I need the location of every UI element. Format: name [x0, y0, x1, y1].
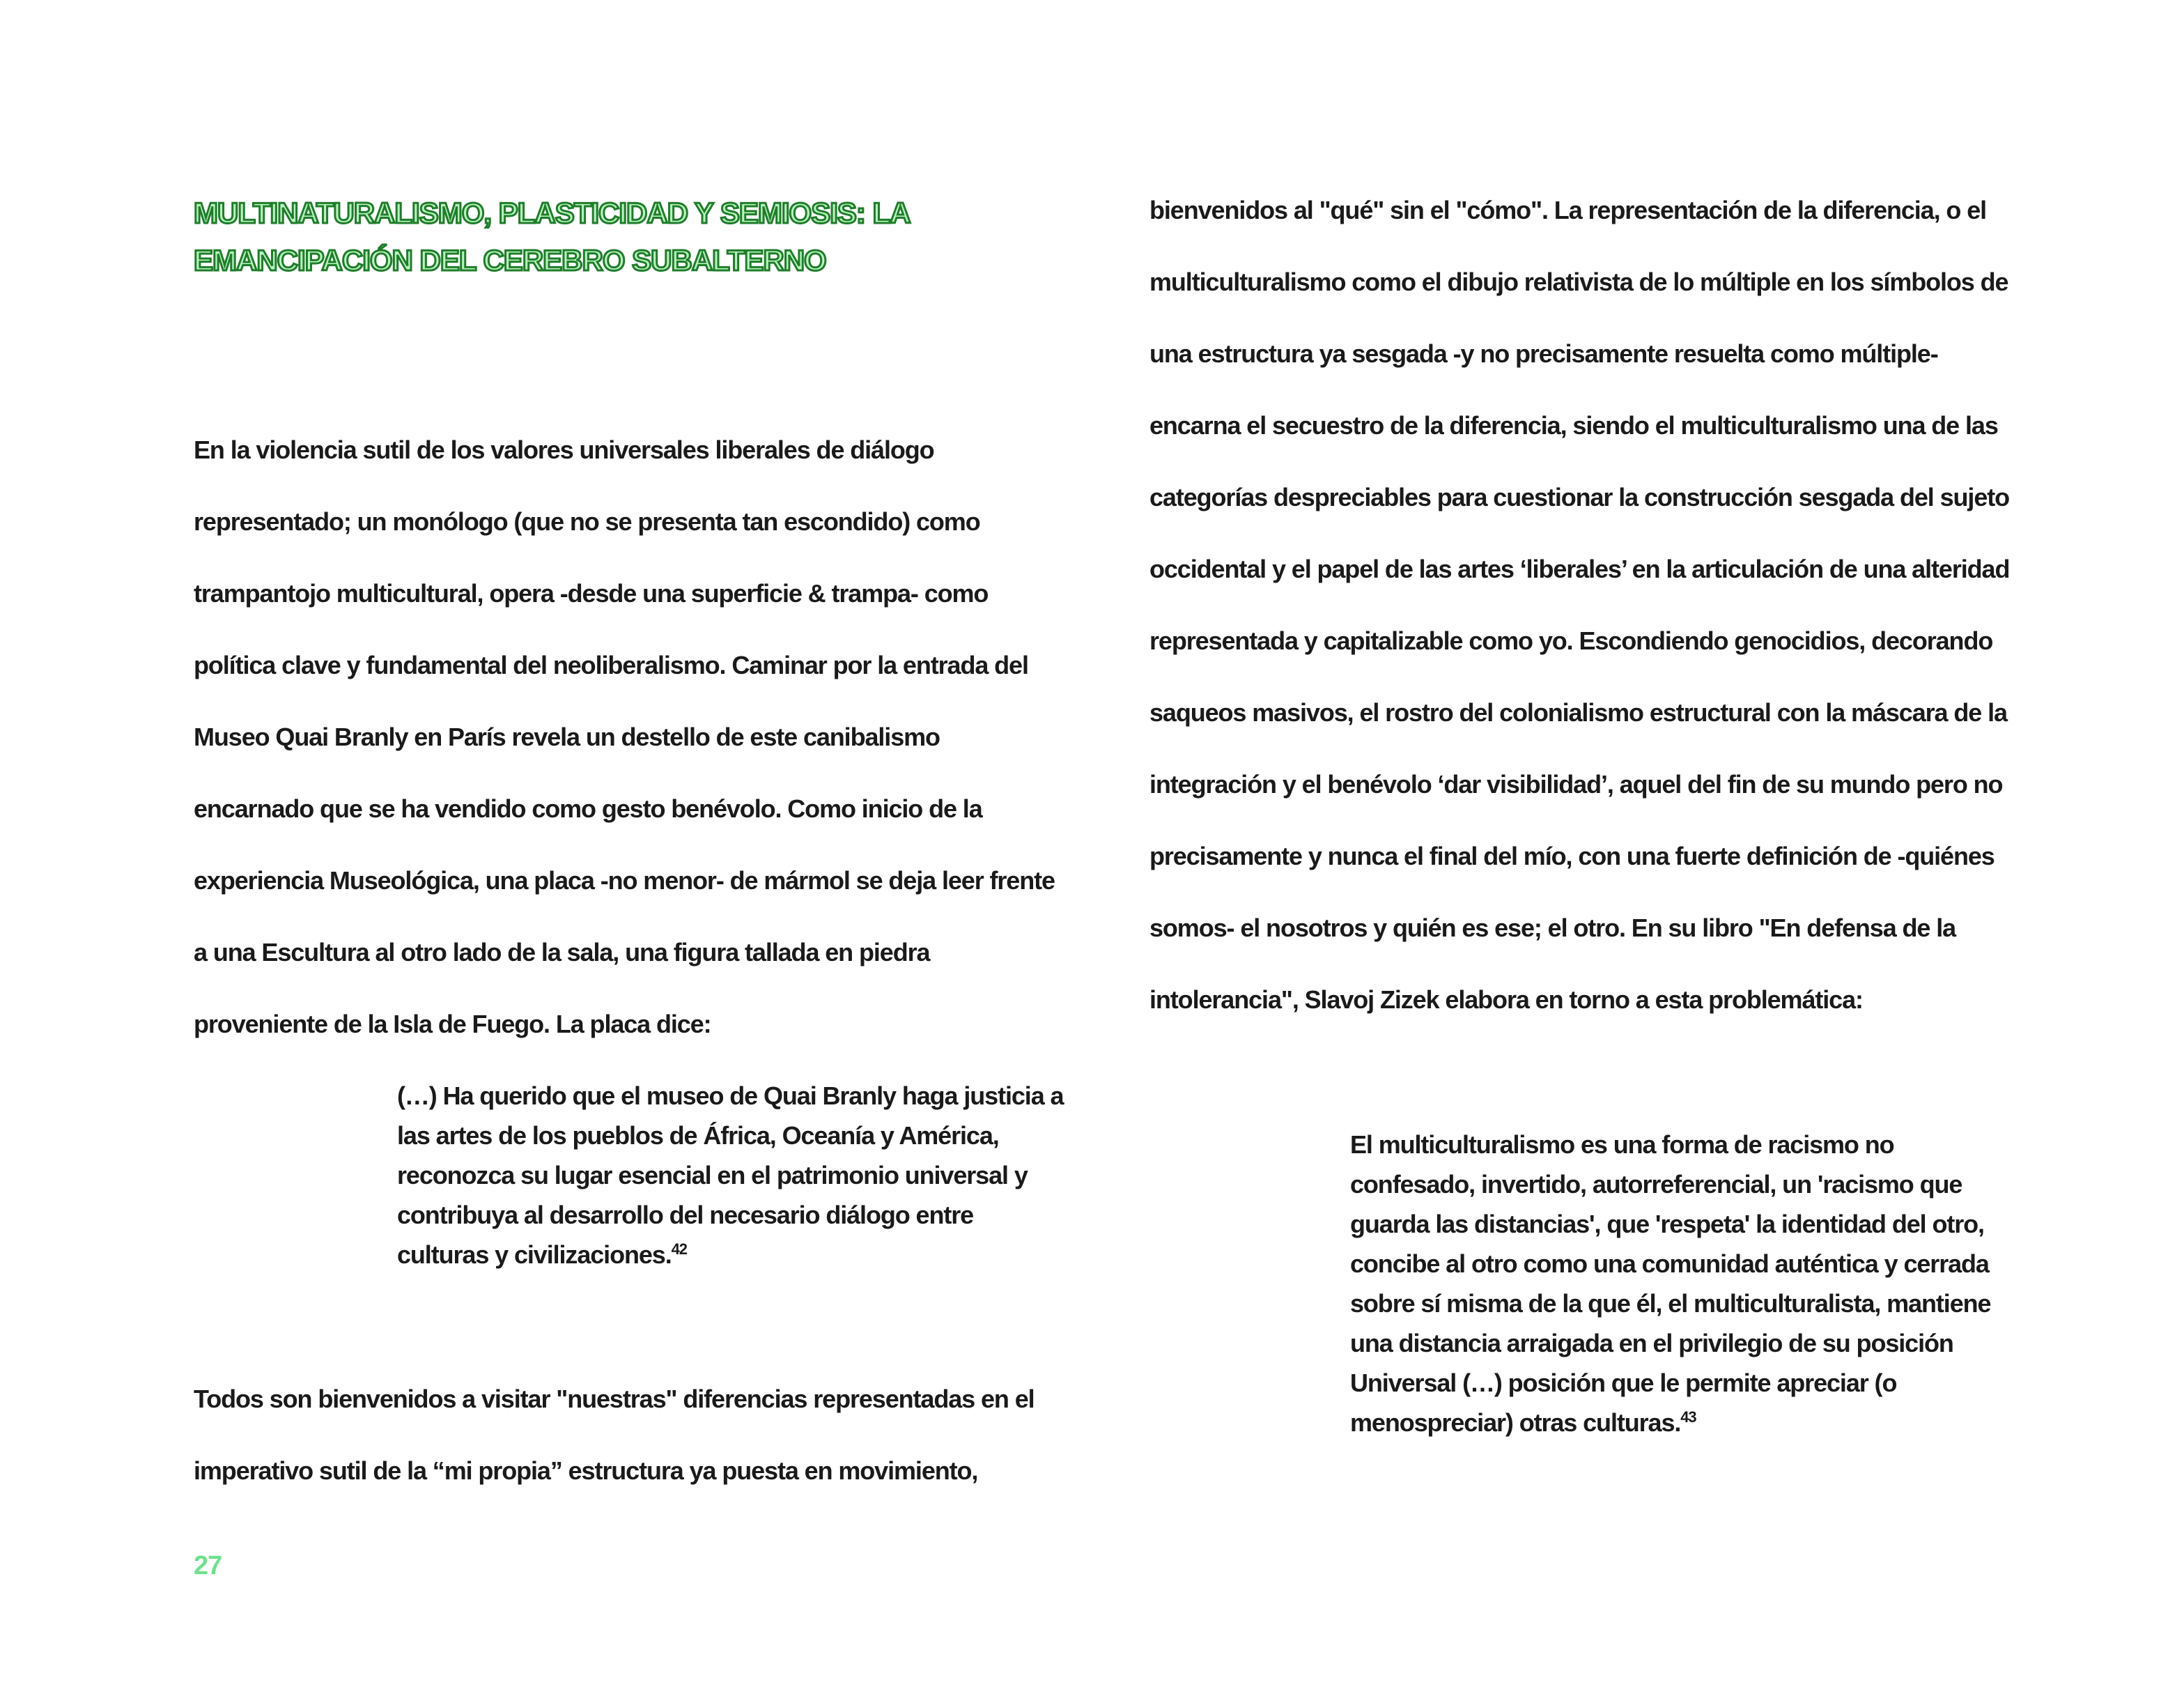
- right-block-quote: [1350, 1125, 2019, 1442]
- page-title: MULTINATURALISMO, PLASTICIDAD Y SEMIOSIS: LA EMANCIPACIÓN DEL CEREBRO SUBALTERNO: [194, 197, 909, 277]
- right-quote-text: El multiculturalismo es una forma de racismo no confesado, invertido, autorreferencial, un 'racismo que guarda las distancias', que 'respeta' la identidad del otro, concibe al otro como una comunidad auténtica y cerrada sobre sí misma de la que él, el multiculturalista, mantiene una distancia arraigada en el privilegio de su posición Universal (…) posición que le permite apreciar (o menospreciar) otras culturas.: [1350, 1130, 1991, 1437]
- footnote-ref-43[interactable]: 43: [1680, 1408, 1696, 1426]
- footnote-ref-42[interactable]: 42: [671, 1240, 687, 1258]
- page-number: 27: [194, 1551, 222, 1580]
- left-quote-text: (…) Ha querido que el museo de Quai Branly haga justicia a las artes de los pueblos de África, Oceanía y América, reconozca su lugar esencial en el patrimonio universal y contribuya al desarrollo del necesario diálogo entre culturas y civilizaciones.: [397, 1081, 1064, 1269]
- right-paragraph-1: bienvenidos al "qué" sin el "cómo". La representación de la diferencia, o el multiculturalismo como el dibujo relativista de lo múltiple en los símbolos de una estructura ya sesgada -y no precisamente resuelta como múltiple- encarna el secuestro de la diferencia, siendo el multiculturalismo una de las categorías despreciables para cuestionar la construcción sesgada del sujeto occidental y el papel de las artes ‘liberales’ en la articulación de una alteridad representada y capitalizable como yo. Escondiendo genocidios, decorando saqueos masivos, el rostro del colonialismo estructural con la máscara de la integración y el benévolo ‘dar visibilidad’, aquel del fin de su mundo pero no precisamente y nunca el final del mío, con una fuerte definición de -quiénes somos- el nosotros y quién es ese; el otro. En su libro "En defensa de la intolerancia", Slavoj Zizek elabora en torno a esta problemática:: [1149, 196, 2010, 1014]
- left-paragraph-1: En la violencia sutil de los valores universales liberales de diálogo representado; un monólogo (que no se presenta tan escondido) como trampantojo multicultural, opera -desde una superficie & trampa- como política clave y fundamental del neoliberalismo. Caminar por la entrada del Museo Quai Branly en París revela un destello de este canibalismo encarnado que se ha vendido como gesto benévolo. Como inicio de la experiencia Museológica, una placa -no menor- de mármol se deja leer frente a una Escultura al otro lado de la sala, una figura tallada en piedra proveniente de la Isla de Fuego. La placa dice:: [194, 436, 1055, 1038]
- left-block-quote: [397, 1076, 1066, 1274]
- left-paragraph-2: Todos son bienvenidos a visitar "nuestras" diferencias representadas en el imperativo sutil de la “mi propia” estructura ya puesta en movimiento,: [194, 1385, 1035, 1485]
